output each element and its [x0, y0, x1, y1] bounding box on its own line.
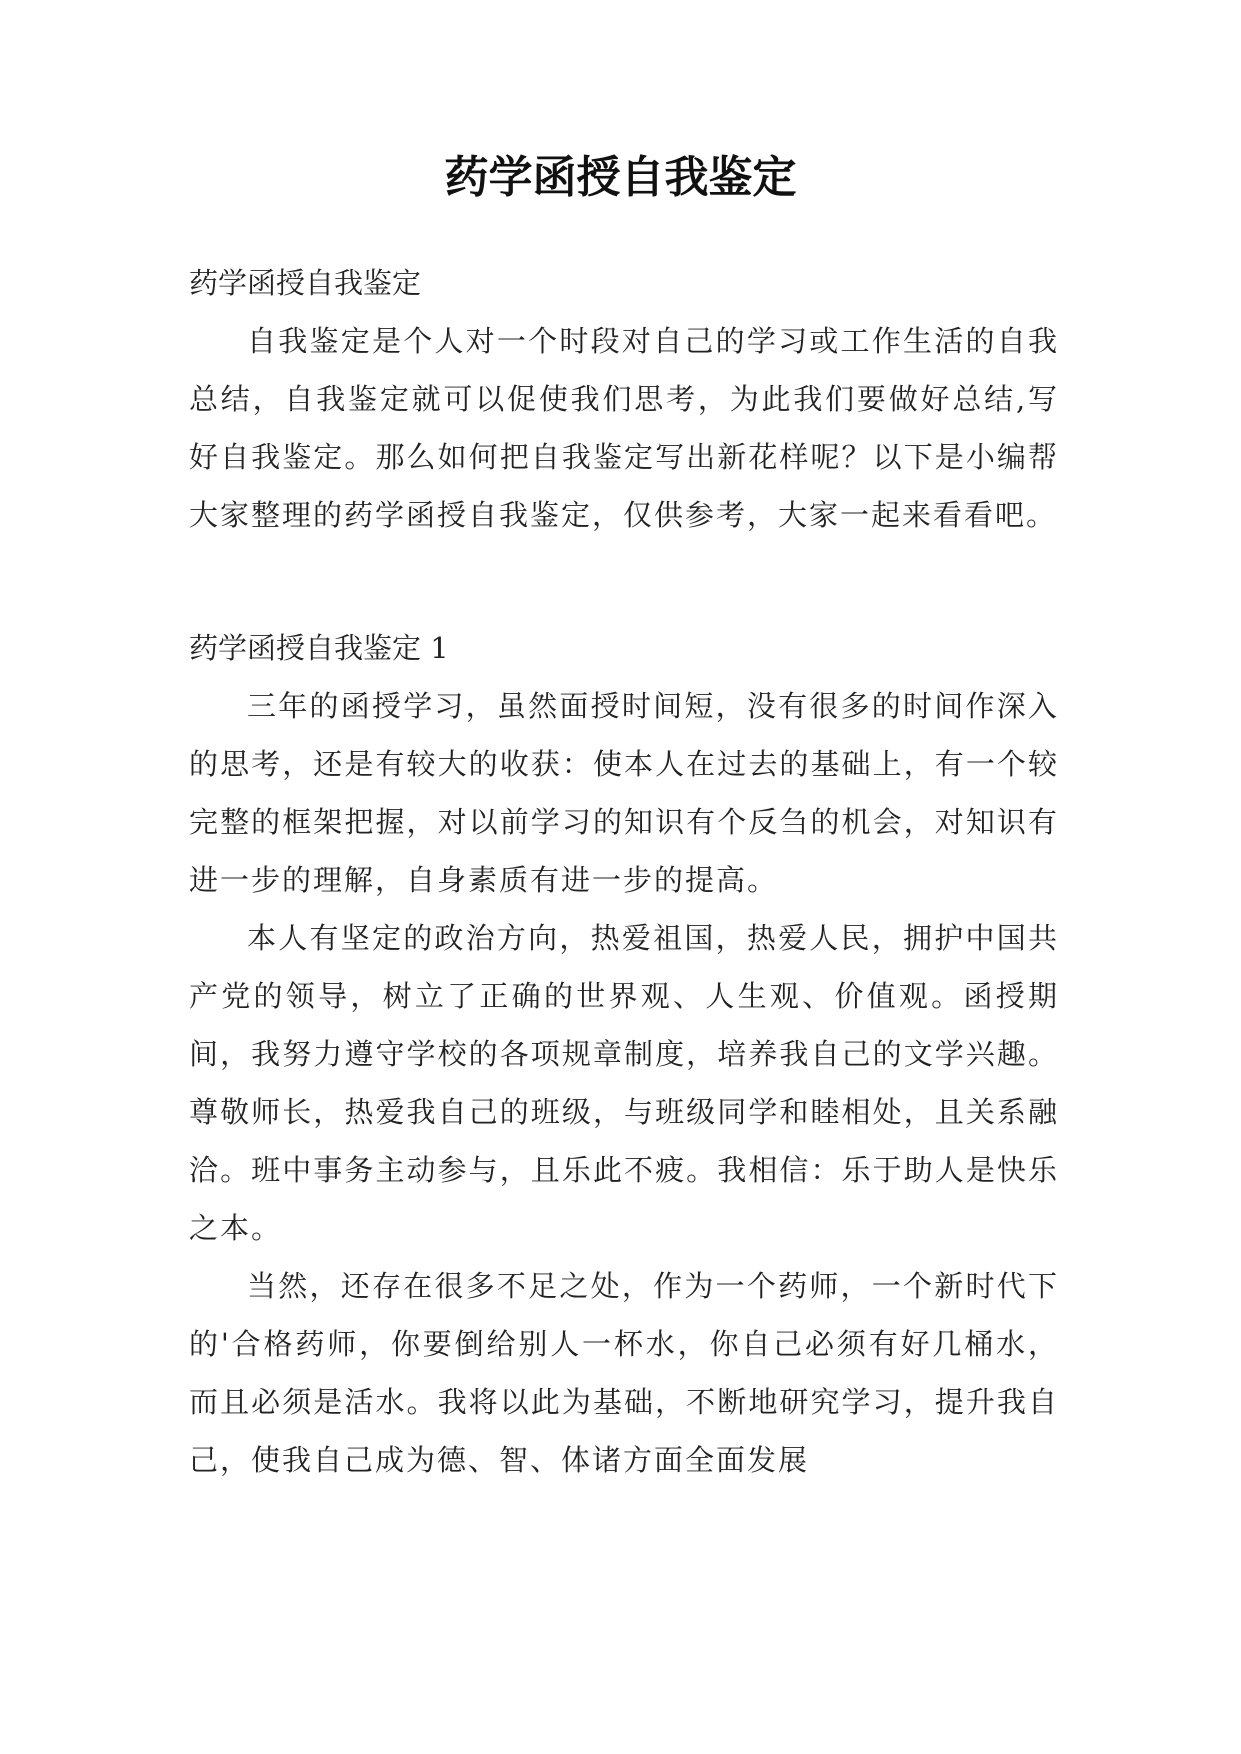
intro-block [189, 312, 1059, 544]
section1-paragraph-1: 三年的函授学习，虽然面授时间短，没有很多的时间作深入的思考，还是有较大的收获：使本人在过去的基础上，有一个较完整的框架把握，对以前学习的知识有个反刍的机会，对知识有进一步的理解，自身素质有进一步的提高。 [189, 689, 1059, 897]
document-title: 药学函授自我鉴定 [444, 152, 797, 203]
intro-heading: 药学函授自我鉴定 [189, 266, 422, 300]
intro-paragraph: 自我鉴定是个人对一个时段对自己的学习或工作生活的自我总结，自我鉴定就可以促使我们思考，为此我们要做好总结,写好自我鉴定。那么如何把自我鉴定写出新花样呢？以下是小编帮大家整理的药学函授自我鉴定，仅供参考，大家一起来看看吧。 [189, 324, 1059, 532]
section1-heading: 药学函授自我鉴定 1 [189, 631, 449, 665]
section1-paragraph-2: 本人有坚定的政治方向，热爱祖国，热爱人民，拥护中国共产党的领导，树立了正确的世界观、人生观、价值观。函授期间，我努力遵守学校的各项规章制度，培养我自己的文学兴趣。尊敬师长，热爱我自己的班级，与班级同学和睦相处，且关系融洽。班中事务主动参与，且乐此不疲。我相信：乐于助人是快乐之本。 [189, 921, 1059, 1245]
section1-paragraph-3: 当然，还存在很多不足之处，作为一个药师，一个新时代下的'合格药师，你要倒给别人一杯水，你自己必须有好几桶水，而且必须是活水。我将以此为基础，不断地研究学习，提升我自己，使我自己成为德、智、体诸方面全面发展 [189, 1269, 1059, 1477]
section1-body [189, 677, 1059, 1489]
